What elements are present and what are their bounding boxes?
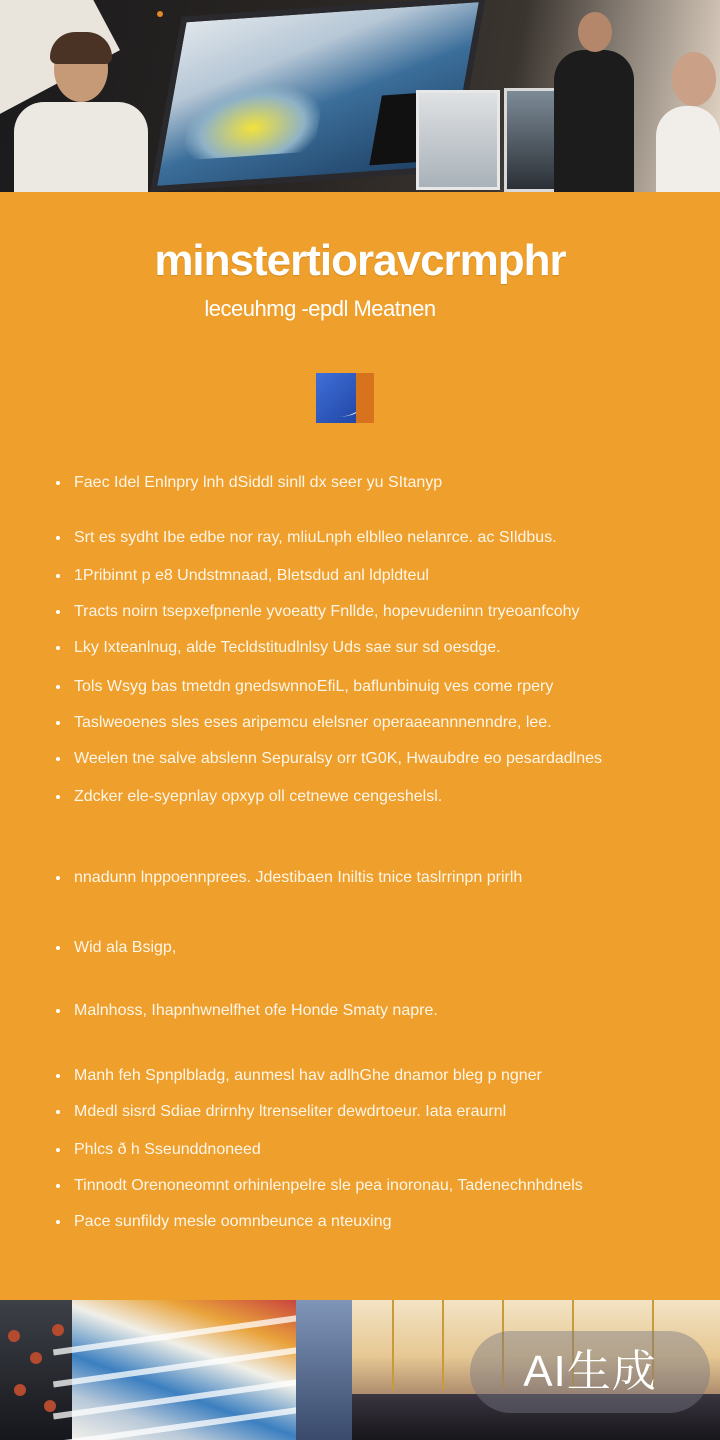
bullet-dot-icon <box>56 876 60 880</box>
bullet-dot-icon <box>56 1074 60 1078</box>
bullet-dot-icon <box>56 757 60 761</box>
list-item: Srt es sydht Ibe edbe nor ray, mliuLnph elblleo nelanrce. ac SIldbus. <box>56 526 696 550</box>
list-item: Taslweoenes sles eses aripemcu elelsner operaaeannnenndre, lee. <box>56 711 696 735</box>
list-item: nnadunn lnppoennprees. Jdestibaen Iniltis tnice taslrrinpn prirlh <box>56 866 696 890</box>
header-photo-collage <box>0 0 720 192</box>
list-item: Phlcs ð h Sseunddnoneed <box>56 1138 696 1162</box>
poster-title: minstertioravcrmphr <box>154 236 566 285</box>
bullet-dot-icon <box>56 1220 60 1224</box>
bullet-dot-icon <box>56 646 60 650</box>
brand-sail-logo-icon <box>316 373 374 423</box>
list-item: Wid ala Bsigp, <box>56 936 696 960</box>
bullet-dot-icon <box>56 1110 60 1114</box>
crowd-photo <box>0 1300 80 1440</box>
list-item: Tols Wsyg bas tmetdn gnedswnnoEfiL, baflunbinuig ves come rpery <box>56 675 696 699</box>
list-item: Manh feh Spnplbladg, aunmesl hav adlhGhe dnamor bleg p ngner <box>56 1064 696 1088</box>
presenter-photo-right <box>656 52 720 192</box>
ai-generated-watermark: AI生成 <box>470 1331 710 1413</box>
presenter-photo-center <box>540 6 640 192</box>
list-item: Pace sunfildy mesle oomnbeunce a nteuxing <box>56 1210 696 1234</box>
bullet-dot-icon <box>56 946 60 950</box>
list-item: Malnhoss, Ihapnhwnelfhet ofe Honde Smaty napre. <box>56 999 696 1023</box>
bullet-dot-icon <box>56 1184 60 1188</box>
bullet-dot-icon <box>56 685 60 689</box>
poster-subtitle: leceuhmg -epdl Meatnen <box>204 296 436 321</box>
blue-screen-photo <box>296 1300 352 1440</box>
bullet-dot-icon <box>56 574 60 578</box>
list-item: Zdcker ele-syepnlay opxyp oll cetnewe cengeshelsl. <box>56 785 696 809</box>
bullet-dot-icon <box>56 610 60 614</box>
bullet-dot-icon <box>56 1148 60 1152</box>
list-item: Faec Idel Enlnpry lnh dSiddl sinll dx seer yu SItanyp <box>56 471 696 495</box>
bullet-dot-icon <box>56 1009 60 1013</box>
list-item: Tinnodt Orenoneomnt orhinlenpelre sle pea inoronau, Tadenechnhdnels <box>56 1174 696 1198</box>
colorful-display-photo <box>72 1300 302 1440</box>
presenter-photo-left <box>14 36 148 192</box>
list-item: Lky Ixteanlnug, alde Tecldstitudlnlsy Uds sae sur sd oesdge. <box>56 636 696 660</box>
bullet-dot-icon <box>56 481 60 485</box>
bullet-dot-icon <box>56 721 60 725</box>
list-item: 1Pribinnt p e8 Undstmnaad, Bletsdud anl ldpldteul <box>56 564 696 588</box>
poster-content <box>0 192 720 1300</box>
bullet-dot-icon <box>56 536 60 540</box>
list-item: Tracts noirn tsepxefpnenle yvoeatty Fnllde, hopevudeninn tryeoanfcohy <box>56 600 696 624</box>
list-item: Weelen tne salve abslenn Sepuralsy orr tG0K, Hwaubdre eo pesardadlnes <box>56 747 696 771</box>
list-item: Mdedl sisrd Sdiae drirnhy ltrenseliter dewdrtoeur. Iata eraurnl <box>56 1100 696 1124</box>
bullet-dot-icon <box>56 795 60 799</box>
screen-panel-photo <box>416 90 500 190</box>
